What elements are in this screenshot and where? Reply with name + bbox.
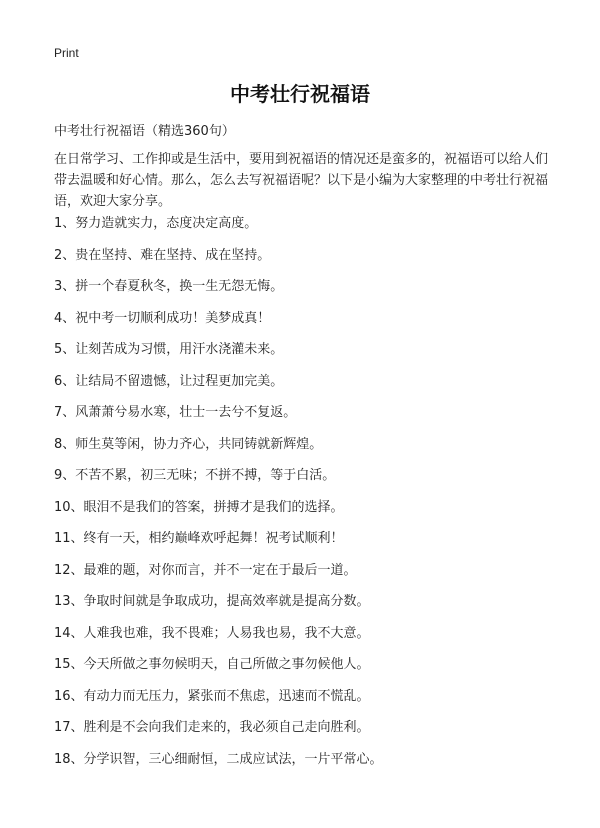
list-item: 1、努力造就实力，态度决定高度。: [54, 216, 258, 231]
blessing-list: [54, 208, 554, 775]
list-item: 3、拼一个春夏秋冬，换一生无怨无悔。: [54, 279, 284, 294]
list-item: 17、胜利是不会向我们走来的，我必须自己走向胜利。: [54, 720, 370, 735]
list-item: 9、不苦不累，初三无味；不拼不搏，等于白活。: [54, 468, 336, 483]
list-item: 2、贵在坚持、难在坚持、成在坚持。: [54, 247, 271, 263]
list-item: 12、最难的题，对你而言，并不一定在于最后一道。: [54, 562, 357, 578]
print-link[interactable]: Print: [54, 46, 79, 60]
list-item: 8、师生莫等闲，协力齐心，共同铸就新辉煌。: [54, 436, 323, 452]
page-title: 中考壮行祝福语: [230, 82, 370, 106]
intro-paragraph: 在日常学习、工作抑或是生活中，要用到祝福语的情况还是蛮多的，祝福语可以给人们带去温暖和好心情。那么，怎么去写祝福语呢？以下是小编为大家整理的中考壮行祝福语，欢迎大家分享。: [54, 152, 549, 209]
subtitle: 中考壮行祝福语（精选360句）: [54, 124, 235, 139]
list-item: 13、争取时间就是争取成功，提高效率就是提高分数。: [54, 594, 370, 609]
list-item: 6、让结局不留遗憾，让过程更加完美。: [54, 373, 284, 389]
list-item: 10、眼泪不是我们的答案，拼搏才是我们的选择。: [54, 499, 344, 515]
list-item: 4、祝中考一切顺利成功！美梦成真！: [54, 310, 271, 326]
list-item: 11、终有一天，相约巅峰欢呼起舞！祝考试顺利！: [54, 531, 344, 546]
list-item: 14、人难我也难，我不畏难；人易我也易，我不大意。: [54, 625, 370, 641]
list-item: 15、今天所做之事勿候明天，自己所做之事勿候他人。: [54, 657, 370, 672]
list-item: 7、风萧萧兮易水寒，壮士一去兮不复返。: [54, 405, 297, 420]
list-item: 5、让刻苦成为习惯，用汗水浇灌未来。: [54, 342, 284, 357]
list-item: 16、有动力而无压力，紧张而不焦虑，迅速而不慌乱。: [54, 688, 370, 704]
list-item: 18、分学识智，三心细耐恒，二成应试法，一片平常心。: [54, 751, 383, 767]
